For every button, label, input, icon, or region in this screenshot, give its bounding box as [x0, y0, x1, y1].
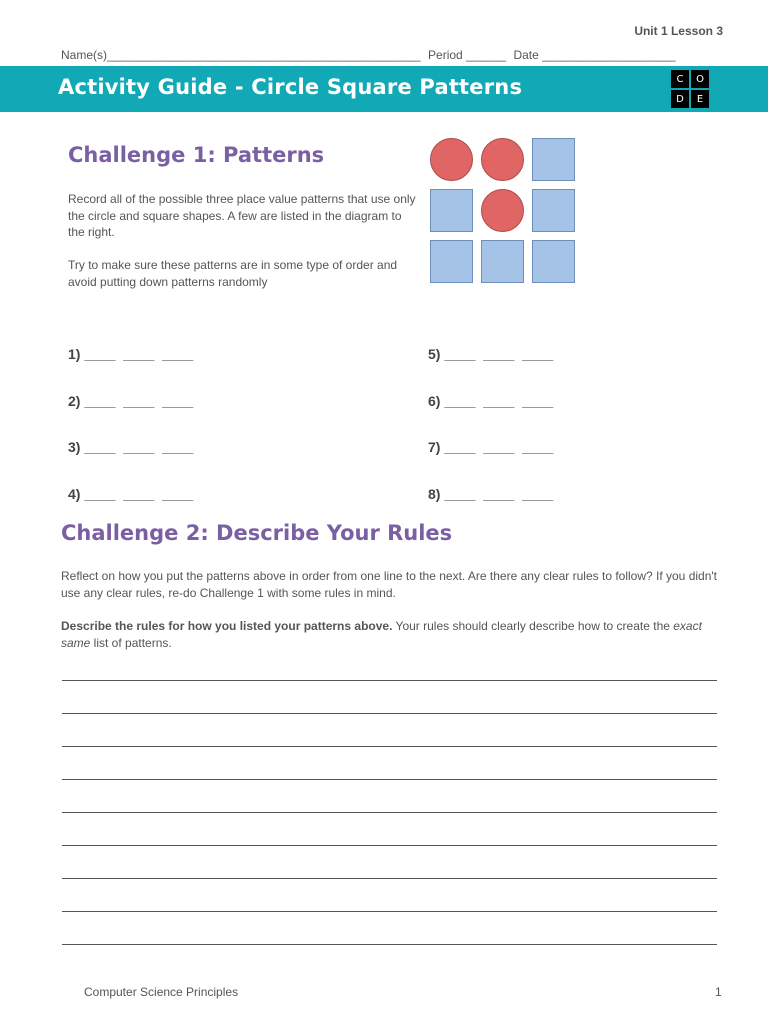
diagram-square [430, 240, 473, 283]
period-field-label: Period ______ [428, 48, 507, 62]
writing-line[interactable] [62, 746, 717, 747]
challenge-2-prompt-bold: Describe the rules for how you listed your patterns above. [61, 619, 393, 633]
logo-letter-o: O [691, 70, 709, 88]
diagram-circle [481, 138, 524, 181]
diagram-square [481, 240, 524, 283]
writing-line[interactable] [62, 812, 717, 813]
answer-line-7[interactable]: 7) ____ ____ ____ [428, 439, 554, 455]
writing-line[interactable] [62, 944, 717, 945]
diagram-circle [430, 138, 473, 181]
challenge-2-reflection: Reflect on how you put the patterns above in order from one line to the next. Are there any clear rules to follow? If you didn't use any clear rules, re-do Challenge 1 with some rules in mind. [61, 569, 718, 600]
challenge-2-prompt-text: Your rules should clearly describe how to create the [392, 619, 674, 633]
date-field-label: Date ____________________ [513, 48, 676, 62]
answer-line-3[interactable]: 3) ____ ____ ____ [68, 439, 194, 455]
challenge-1-instructions: Record all of the possible three place value patterns that use only the circle and square shapes. A few are listed in the diagram to the right. [68, 192, 416, 239]
answer-line-4[interactable]: 4) ____ ____ ____ [68, 486, 194, 502]
challenge-1-ordering-note: Try to make sure these patterns are in some type of order and avoid putting down patterns randomly [68, 258, 398, 289]
footer-page-number: 1 [715, 985, 722, 999]
writing-line[interactable] [62, 878, 717, 879]
answer-line-6[interactable]: 6) ____ ____ ____ [428, 393, 554, 409]
code-logo [671, 70, 709, 108]
diagram-square [532, 189, 575, 232]
diagram-square [430, 189, 473, 232]
diagram-circle [481, 189, 524, 232]
answer-line-1[interactable]: 1) ____ ____ ____ [68, 346, 194, 362]
writing-line[interactable] [62, 845, 717, 846]
challenge-2-prompt-end: list of patterns. [90, 635, 172, 650]
challenge-2-prompt [61, 618, 721, 651]
name-field-label: Name(s)_______________________________________________ [61, 48, 421, 62]
challenge-2-heading: Challenge 2: Describe Your Rules [61, 521, 453, 545]
challenge-2-prompt-italic: exact same [61, 619, 702, 650]
pattern-diagram [430, 138, 576, 284]
diagram-square [532, 240, 575, 283]
logo-letter-c: C [671, 70, 689, 88]
writing-line[interactable] [62, 779, 717, 780]
unit-lesson-label: Unit 1 Lesson 3 [634, 24, 723, 38]
logo-letter-d: D [671, 90, 689, 108]
diagram-square [532, 138, 575, 181]
name-period-date-row [61, 48, 701, 62]
answer-line-5[interactable]: 5) ____ ____ ____ [428, 346, 554, 362]
answer-line-8[interactable]: 8) ____ ____ ____ [428, 486, 554, 502]
page-title: Activity Guide - Circle Square Patterns [58, 75, 523, 99]
writing-line[interactable] [62, 911, 717, 912]
footer-course-name: Computer Science Principles [84, 985, 239, 999]
challenge-1-heading: Challenge 1: Patterns [68, 143, 325, 167]
writing-line[interactable] [62, 713, 717, 714]
writing-line[interactable] [62, 680, 717, 681]
logo-letter-e: E [691, 90, 709, 108]
answer-line-2[interactable]: 2) ____ ____ ____ [68, 393, 194, 409]
